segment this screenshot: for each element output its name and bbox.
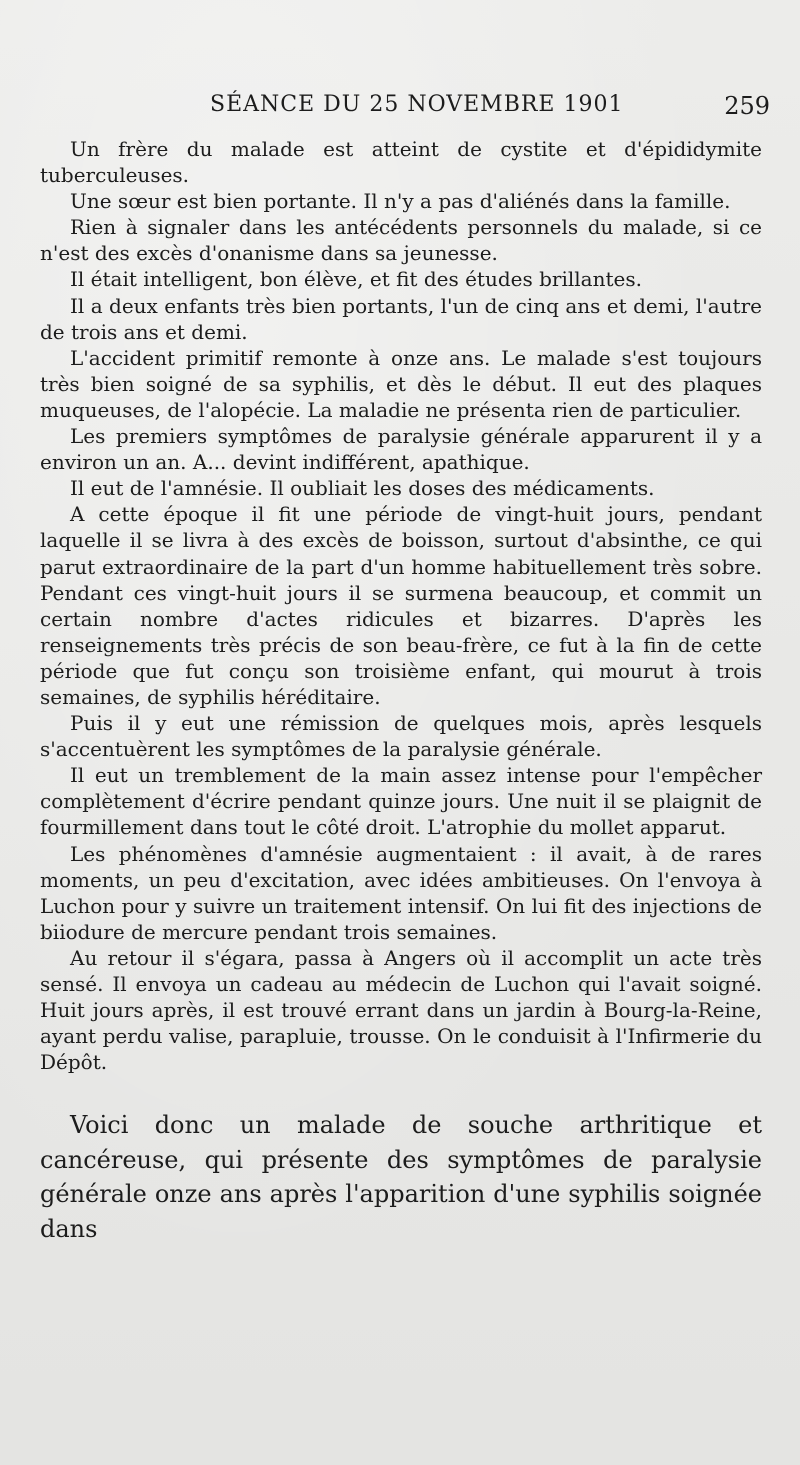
paragraph-12: Les phénomènes d'amnésie augmentaient : il avait, à de rares moments, un peu d'excitation, avec idées ambitieuses. On l'envoya à Luchon pour y suivre un traitement intensif. On lui fit des injections de biiodure de mercure pendant trois semaines. — [40, 841, 762, 944]
closing-paragraph: Voici donc un malade de souche arthritique et cancéreuse, qui présente des symptômes de paralysie générale onze ans après l'apparition d'une syphilis soignée dans — [40, 1111, 762, 1243]
paragraph-4: Il était intelligent, bon élève, et fit des études brillantes. — [70, 267, 642, 292]
paragraph-8: Il eut de l'amnésie. Il oubliait les doses des médicaments. — [70, 476, 655, 501]
paragraph-10: Puis il y eut une rémission de quelques mois, après lesquels s'accentuèrent les symptômes de la paralysie générale. — [40, 711, 762, 762]
paragraph-1: Un frère du malade est atteint de cystite et d'épididymite tuberculeuses. — [40, 137, 762, 188]
running-head: SÉANCE DU 25 NOVEMBRE 1901 — [210, 92, 624, 117]
page-header — [70, 92, 770, 126]
paragraph-6: L'accident primitif remonte à onze ans. Le malade s'est toujours très bien soigné de sa syphilis, et dès le début. Il eut des plaques muqueuses, de l'alopécie. La maladie ne présenta rien de particulier. — [40, 345, 762, 422]
page-number: 259 — [724, 92, 770, 120]
paragraph-2: Une sœur est bien portante. Il n'y a pas d'aliénés dans la famille. — [70, 189, 731, 214]
body-text — [40, 136, 762, 1246]
paragraph-11: Il eut un tremblement de la main assez intense pour l'empêcher complètement d'écrire pendant quinze jours. Une nuit il se plaignit de fourmillement dans tout le côté droit. L'atrophie du mollet apparut. — [40, 763, 762, 840]
paragraph-gap — [40, 1075, 762, 1108]
paragraph-7: Les premiers symptômes de paralysie générale apparurent il y a environ un an. A... devint indifférent, apathique. — [40, 424, 762, 475]
paragraph-5: Il a deux enfants très bien portants, l'un de cinq ans et demi, l'autre de trois ans et demi. — [40, 293, 762, 344]
paragraph-3: Rien à signaler dans les antécédents personnels du malade, si ce n'est des excès d'onanisme dans sa jeunesse. — [40, 215, 762, 266]
paragraph-13: Au retour il s'égara, passa à Angers où il accomplit un acte très sensé. Il envoya un cadeau au médecin de Luchon qui l'avait soigné. Huit jours après, il est trouvé errant dans un jardin à Bourg-la-Reine, ayant perdu valise, parapluie, trousse. On le conduisit à l'Infirmerie du Dépôt. — [40, 945, 762, 1075]
paragraph-9: A cette époque il fit une période de vingt-huit jours, pendant laquelle il se livra à des excès de boisson, surtout d'absinthe, ce qui parut extraordinaire de la part d'un homme habituellement très sobre. Pendant ces vingt-huit jours il se surmena beaucoup, et commit un certain nombre d'actes ridicules et bizarres. D'après les renseignements très précis de son beau-frère, ce fut à la fin de cette période que fut conçu son troisième enfant, qui mourut à trois semaines, de syphilis héréditaire. — [40, 502, 762, 709]
